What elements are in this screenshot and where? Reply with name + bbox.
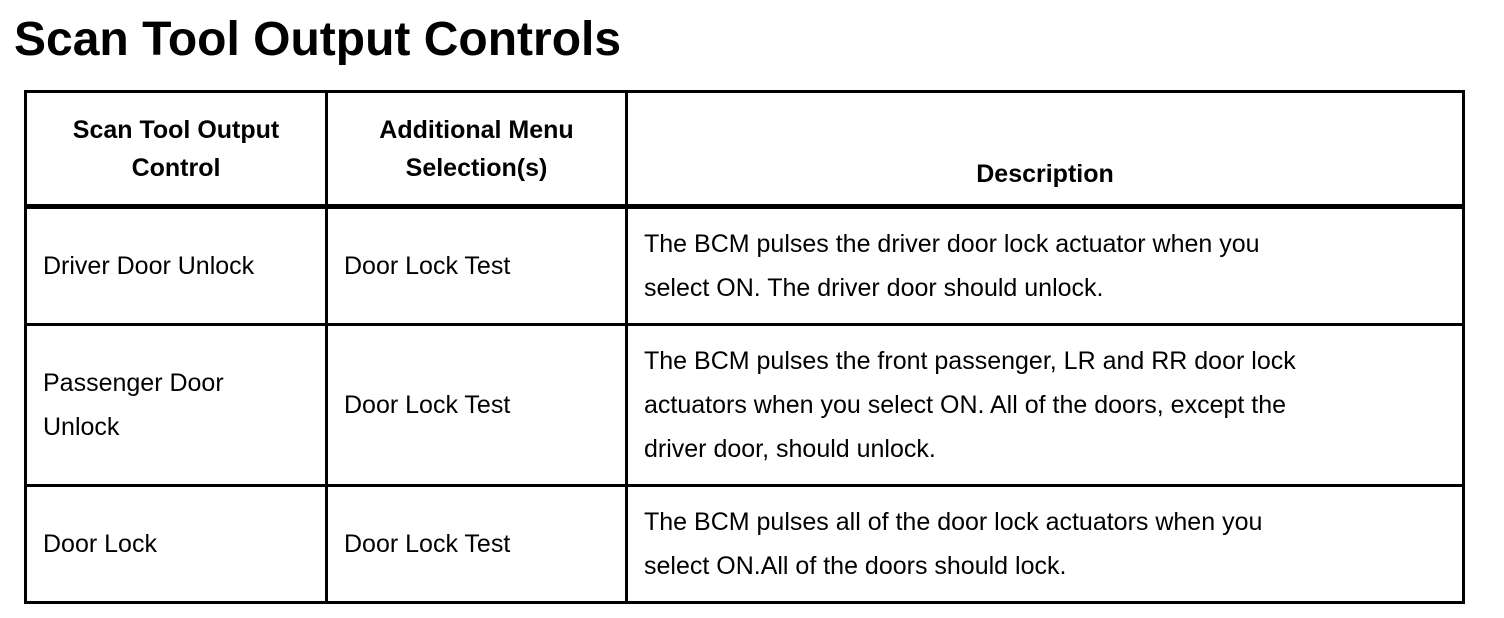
cell-menu: Door Lock Test — [327, 207, 627, 325]
cell-description-line: The BCM pulses all of the door lock actuators when you — [644, 508, 1263, 536]
cell-control — [26, 207, 327, 325]
header-additional-menu-selections — [327, 92, 627, 207]
cell-description-line: select ON. The driver door should unlock. — [644, 274, 1104, 302]
header-menu-line: Additional Menu — [379, 115, 574, 144]
cell-control-line: Unlock — [43, 413, 120, 441]
cell-description-line: The BCM pulses the driver door lock actuator when you — [644, 230, 1260, 258]
cell-description-line: driver door, should unlock. — [644, 435, 936, 463]
table-row — [26, 325, 1464, 486]
cell-description-line: select ON.All of the doors should lock. — [644, 552, 1067, 580]
cell-description-line: actuators when you select ON. All of the doors, except the — [644, 391, 1287, 419]
cell-control-line: Passenger Door — [43, 369, 224, 397]
cell-menu: Door Lock Test — [327, 325, 627, 486]
table-row — [26, 207, 1464, 325]
cell-description — [627, 486, 1464, 603]
cell-description — [627, 325, 1464, 486]
header-scan-tool-output-control — [26, 92, 327, 207]
cell-control — [26, 325, 327, 486]
page-title: Scan Tool Output Controls — [14, 13, 622, 66]
cell-control-line: Door Lock — [43, 530, 157, 558]
cell-description — [627, 207, 1464, 325]
cell-control-line: Driver Door Unlock — [43, 252, 255, 280]
table-row — [26, 486, 1464, 603]
header-control-line: Scan Tool Output — [72, 115, 280, 144]
header-description: Description — [627, 92, 1464, 207]
header-menu-line: Selection(s) — [405, 153, 548, 182]
header-control-line: Control — [131, 153, 221, 182]
cell-description-line: The BCM pulses the front passenger, LR and RR door lock — [644, 347, 1296, 375]
cell-control — [26, 486, 327, 603]
output-controls-table — [24, 90, 1465, 604]
cell-menu: Door Lock Test — [327, 486, 627, 603]
table-header-row — [26, 92, 1464, 207]
